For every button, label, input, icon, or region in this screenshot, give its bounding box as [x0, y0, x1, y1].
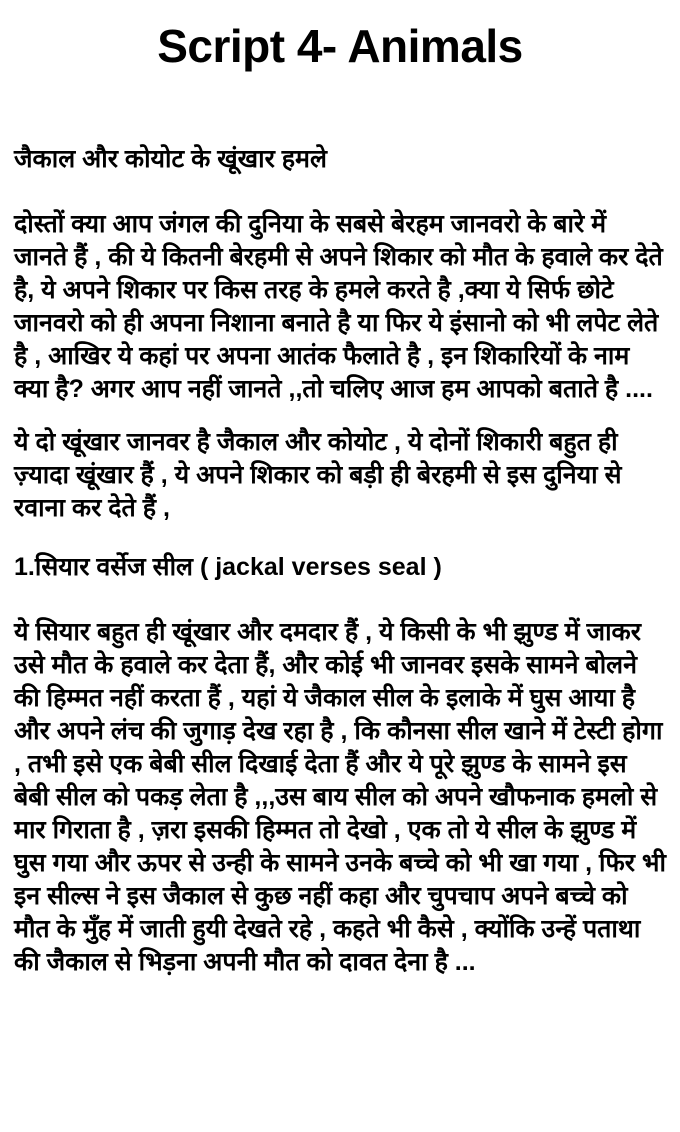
paragraph-predators-intro: ये दो खूंखार जानवर है जैकाल और कोयोट , ये दोनों शिकारी बहुत ही ज़्यादा खूंखार हैं , ये अपने शिकार को बड़ी ही बेरहमी से इस दुनिया से रवाना कर देते हैं , [14, 427, 622, 522]
paragraph-intro: दोस्तों क्या आप जंगल की दुनिया के सबसे बेरहम जानवरो के बारे में जानते हैं , की ये कितनी बेरहमी से अपने शिकार को मौत के हवाले कर देते है, ये अपने शिकार पर किस तरह के हमले करते है ,क्या ये सिर्फ छोटे जानवरो को ही अपना निशाना बनाते है या फिर ये इंसानो को भी लपेट लेते है , आखिर ये कहां पर अपना आतंक फैलाते है , इन शिकारियों के नाम क्या है? अगर आप नहीं जानते ,,तो चलिए आज हम आपको बताते है .... [14, 209, 663, 403]
paragraph-jackal-verses-seal: ये सियार बहुत ही खूंखार और दमदार हैं , ये किसी के भी झुण्ड में जाकर उसे मौत के हवाले कर देता हैं, और कोई भी जानवर इसके सामने बोलने की हिम्मत नहीं करता हैं , यहां ये जैकाल सील के इलाके में घुस आया है और अपने लंच की जुगाड़ देख रहा है , कि कौनसा सील खाने में टेस्टी होगा , तभी इसे एक बेबी सील दिखाई देता हैं और ये पूरे झुण्ड के सामने इस बेबी सील को पकड़ लेता है ,,,उस बाय सील को अपने खौफनाक हमलो से मार गिराता है , ज़रा इसकी हिम्मत तो देखो , एक तो ये सील के झुण्ड में घुस गया और ऊपर से उन्ही के सामने उनके बच्चे को भी खा गया , फिर भी इन सील्स ने इस जैकाल से कुछ नहीं कहा और चुपचाप अपने बच्चे को मौत के मुँह में जाती हुयी देखते रहे , कहते भी कैसे , क्योंकि उन्हें पताथा की जैकाल से भिड़ना अपनी मौत को दावत देना है ... [14, 617, 666, 976]
page-title: Script 4- Animals [157, 20, 523, 72]
section-heading-jackal-verses-seal: 1.सियार वर्सेज सील ( jackal verses seal ) [14, 552, 442, 581]
document-subtitle: जैकाल और कोयोट के खूंखार हमले [14, 144, 327, 173]
